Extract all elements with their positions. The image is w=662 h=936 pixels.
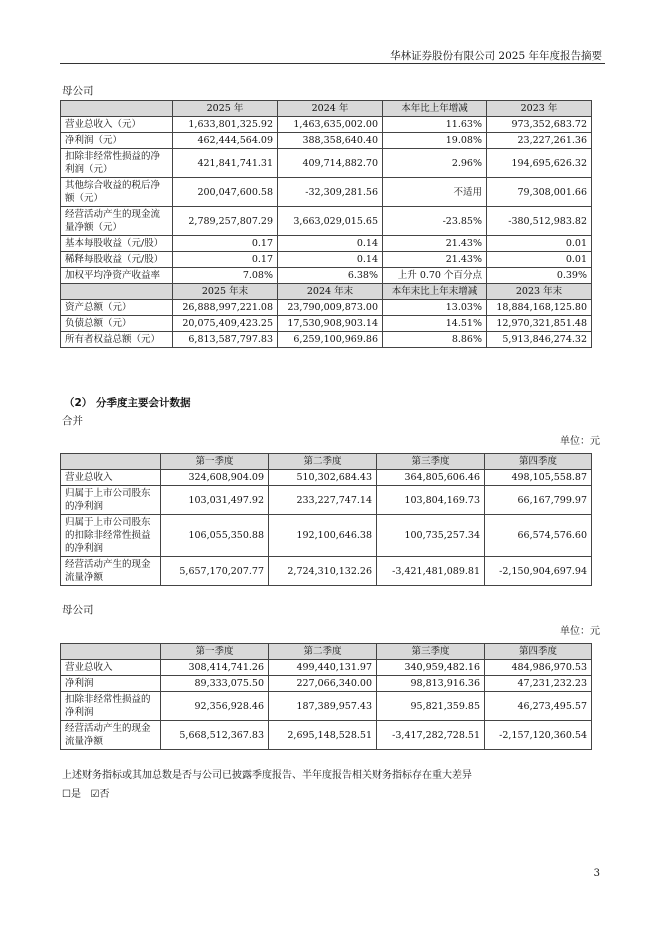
table-row (61, 721, 592, 750)
table-cell: 14.51% (383, 316, 487, 332)
column-header (61, 644, 161, 660)
table-cell: 0.17 (173, 236, 278, 252)
table-cell: 2,789,257,807.29 (173, 207, 278, 236)
table-cell: 21.43% (383, 236, 487, 252)
table-cell: 499,440,131.97 (269, 660, 377, 676)
table-cell: 不适用 (383, 178, 487, 207)
table-cell: 340,959,482.16 (377, 660, 485, 676)
column-header: 第四季度 (485, 454, 592, 470)
table-cell: 19.08% (383, 133, 487, 149)
row-label: 基本每股收益（元/股） (61, 236, 173, 252)
table-cell: 46,273,495.57 (485, 692, 592, 721)
unit-label-2: 单位：元 (560, 626, 600, 637)
table-cell: 0.14 (278, 252, 383, 268)
table-cell: 6,259,100,969.86 (278, 332, 383, 348)
report-header-title: 华林证券股份有限公司 2025 年年度报告摘要 (390, 50, 602, 62)
table-cell: -2,157,120,360.54 (485, 721, 592, 750)
table-row (61, 676, 592, 692)
table-header-row (61, 644, 592, 660)
table-cell: 8.86% (383, 332, 487, 348)
quarterly-section-title: （2） 分季度主要会计数据 (64, 397, 191, 409)
table-cell: 89,333,075.50 (161, 676, 269, 692)
column-header (61, 284, 173, 300)
table-cell: 510,302,684.43 (269, 470, 377, 486)
table-cell: 409,714,882.70 (278, 149, 383, 178)
column-header: 第三季度 (377, 454, 485, 470)
discrepancy-question: 上述财务指标或其加总数是否与公司已披露季度报告、半年度报告相关财务指标存在重大差异 (62, 770, 472, 781)
table-cell: 79,308,001.66 (487, 178, 592, 207)
table-cell: 1,633,801,325.92 (173, 117, 278, 133)
table-row (61, 236, 592, 252)
table-cell: 上升 0.70 个百分点 (383, 268, 487, 284)
table-cell: 388,358,640.40 (278, 133, 383, 149)
column-header (61, 101, 173, 117)
row-label: 加权平均净资产收益率 (61, 268, 173, 284)
annual-key-figures-table (60, 100, 592, 348)
column-header: 第一季度 (161, 644, 269, 660)
unit-label-1: 单位：元 (560, 436, 600, 447)
table-row (61, 300, 592, 316)
table-cell: 47,231,232.23 (485, 676, 592, 692)
row-label: 净利润（元） (61, 133, 173, 149)
row-label: 归属于上市公司股东的扣除非经常性损益的净利润 (61, 515, 161, 557)
discrepancy-answer (62, 785, 109, 800)
row-label: 归属于上市公司股东的净利润 (61, 486, 161, 515)
checkbox-yes[interactable]: ☐是 (62, 789, 81, 800)
table-row (61, 486, 592, 515)
table-row (61, 692, 592, 721)
table-cell: 17,530,908,903.14 (278, 316, 383, 332)
table-cell: 5,657,170,207.77 (161, 557, 269, 586)
column-header (61, 454, 161, 470)
table-header-row (61, 284, 592, 300)
table-cell: 13.03% (383, 300, 487, 316)
row-label: 营业总收入 (61, 470, 161, 486)
column-header: 第二季度 (269, 454, 377, 470)
checkbox-no[interactable]: ☑否 (90, 789, 110, 800)
row-label: 所有者权益总额（元） (61, 332, 173, 348)
table-cell: 6,813,587,797.83 (173, 332, 278, 348)
table-cell: 498,105,558.87 (485, 470, 592, 486)
table-cell: -23.85% (383, 207, 487, 236)
column-header: 2023 年末 (487, 284, 592, 300)
table-cell: -32,309,281.56 (278, 178, 383, 207)
table-cell: -3,417,282,728.51 (377, 721, 485, 750)
table-cell: 0.14 (278, 236, 383, 252)
row-label: 其他综合收益的税后净额（元） (61, 178, 173, 207)
table-cell: 21.43% (383, 252, 487, 268)
table-cell: -380,512,983.82 (487, 207, 592, 236)
table-cell: 6.38% (278, 268, 383, 284)
table-cell: 26,888,997,221.08 (173, 300, 278, 316)
table-cell: 187,389,957.43 (269, 692, 377, 721)
table-header-row (61, 454, 592, 470)
column-header: 第二季度 (269, 644, 377, 660)
table-row (61, 117, 592, 133)
column-header: 第三季度 (377, 644, 485, 660)
table-cell: 20,075,409,423.25 (173, 316, 278, 332)
table-cell: 3,663,029,015.65 (278, 207, 383, 236)
table-cell: 308,414,741.26 (161, 660, 269, 676)
table-cell: 2.96% (383, 149, 487, 178)
table-row (61, 178, 592, 207)
table-cell: 103,031,497.92 (161, 486, 269, 515)
table-cell: 421,841,741.31 (173, 149, 278, 178)
table-cell: 200,047,600.58 (173, 178, 278, 207)
table-cell: 12,970,321,851.48 (487, 316, 592, 332)
row-label: 扣除非经常性损益的净利润（元） (61, 149, 173, 178)
row-label: 经营活动产生的现金流量净额 (61, 557, 161, 586)
column-header: 第四季度 (485, 644, 592, 660)
row-label: 稀释每股收益（元/股） (61, 252, 173, 268)
table-cell: 5,913,846,274.32 (487, 332, 592, 348)
table-cell: 2,724,310,132.26 (269, 557, 377, 586)
table-cell: 324,608,904.09 (161, 470, 269, 486)
table-cell: -2,150,904,697.94 (485, 557, 592, 586)
parent-quarterly-table (60, 643, 592, 750)
table-cell: 92,356,928.46 (161, 692, 269, 721)
table-cell: 11.63% (383, 117, 487, 133)
table-row (61, 557, 592, 586)
consolidated-quarterly-table (60, 453, 592, 586)
table-cell: 66,167,799.97 (485, 486, 592, 515)
table-cell: -3,421,481,089.81 (377, 557, 485, 586)
row-label: 负债总额（元） (61, 316, 173, 332)
table-cell: 23,790,009,873.00 (278, 300, 383, 316)
table-cell: 98,813,916.36 (377, 676, 485, 692)
header-rule (60, 63, 605, 64)
row-label: 营业总收入（元） (61, 117, 173, 133)
table-row (61, 252, 592, 268)
row-label: 经营活动产生的现金流量净额 (61, 721, 161, 750)
table-row (61, 470, 592, 486)
column-header: 2025 年 (173, 101, 278, 117)
table-cell: 0.39% (487, 268, 592, 284)
consolidated-label: 合并 (62, 415, 83, 427)
table-row (61, 515, 592, 557)
row-label: 营业总收入 (61, 660, 161, 676)
table-cell: 233,227,747.14 (269, 486, 377, 515)
table-cell: 0.01 (487, 236, 592, 252)
page-number: 3 (593, 868, 600, 879)
table-cell: 23,227,261.36 (487, 133, 592, 149)
table-cell: 227,066,340.00 (269, 676, 377, 692)
column-header: 2023 年 (487, 101, 592, 117)
table-cell: 2,695,148,528.51 (269, 721, 377, 750)
table-cell: 95,821,359.85 (377, 692, 485, 721)
table-cell: 5,668,512,367.83 (161, 721, 269, 750)
table-row (61, 207, 592, 236)
table-cell: 484,986,970.53 (485, 660, 592, 676)
column-header: 本年末比上年末增减 (383, 284, 487, 300)
table-cell: 103,804,169.73 (377, 486, 485, 515)
table-cell: 194,695,626.32 (487, 149, 592, 178)
column-header: 本年比上年增减 (383, 101, 487, 117)
parent-company-label-2: 母公司 (62, 604, 94, 616)
row-label: 资产总额（元） (61, 300, 173, 316)
table-cell: 7.08% (173, 268, 278, 284)
table-cell: 973,352,683.72 (487, 117, 592, 133)
table-row (61, 133, 592, 149)
column-header: 第一季度 (161, 454, 269, 470)
table-cell: 462,444,564.09 (173, 133, 278, 149)
table-cell: 100,735,257.34 (377, 515, 485, 557)
table-row (61, 660, 592, 676)
row-label: 净利润 (61, 676, 161, 692)
table-row (61, 268, 592, 284)
column-header: 2024 年 (278, 101, 383, 117)
table-cell: 18,884,168,125.80 (487, 300, 592, 316)
column-header: 2024 年末 (278, 284, 383, 300)
table-row (61, 332, 592, 348)
table-cell: 364,805,606.46 (377, 470, 485, 486)
column-header: 2025 年末 (173, 284, 278, 300)
row-label: 经营活动产生的现金流量净额（元） (61, 207, 173, 236)
table-cell: 192,100,646.38 (269, 515, 377, 557)
parent-company-label-1: 母公司 (62, 85, 94, 97)
table-cell: 106,055,350.88 (161, 515, 269, 557)
row-label: 扣除非经常性损益的净利润 (61, 692, 161, 721)
table-row (61, 149, 592, 178)
table-row (61, 316, 592, 332)
table-cell: 0.17 (173, 252, 278, 268)
table-header-row (61, 101, 592, 117)
table-cell: 0.01 (487, 252, 592, 268)
table-cell: 1,463,635,002.00 (278, 117, 383, 133)
table-cell: 66,574,576.60 (485, 515, 592, 557)
